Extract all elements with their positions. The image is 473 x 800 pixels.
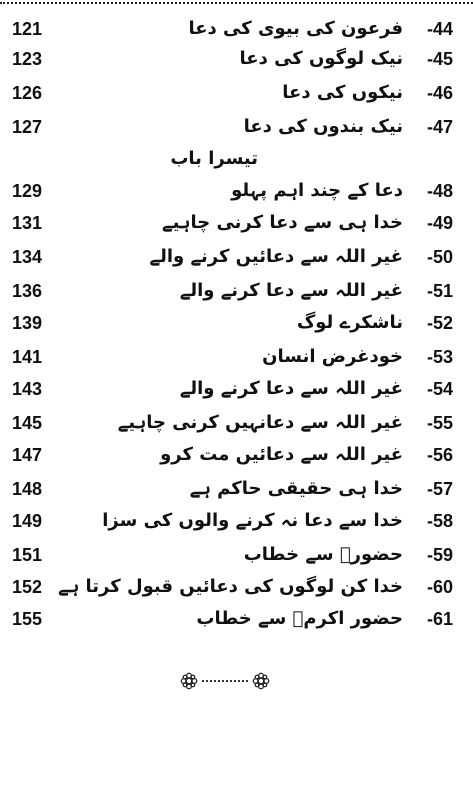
toc-entry-number: -59 bbox=[426, 545, 453, 565]
toc-title: خودغرض انسان bbox=[262, 346, 403, 367]
toc-row bbox=[0, 570, 473, 604]
toc-row bbox=[0, 206, 473, 240]
end-ornament bbox=[180, 670, 270, 692]
toc-page-number: 147 bbox=[12, 445, 43, 465]
toc-title: حضور اکرمؐ سے خطاب bbox=[196, 608, 403, 629]
toc-entry-number: -50 bbox=[426, 247, 453, 267]
toc-entry-number: -54 bbox=[426, 379, 453, 399]
toc-title: نیکوں کی دعا bbox=[282, 82, 403, 103]
toc-page-number: 149 bbox=[12, 511, 43, 531]
toc-entry-number: -52 bbox=[426, 313, 453, 333]
toc-row bbox=[0, 306, 473, 340]
toc-row bbox=[0, 538, 473, 572]
toc-entry-number: -47 bbox=[426, 117, 453, 137]
toc-title: ناشکرے لوگ bbox=[296, 312, 403, 333]
toc-title: نیک بندوں کی دعا bbox=[243, 116, 403, 137]
toc-row bbox=[0, 76, 473, 110]
toc-page-number: 152 bbox=[12, 577, 43, 597]
toc-entry-number: -57 bbox=[426, 479, 453, 499]
toc-row bbox=[0, 504, 473, 538]
toc-entry-number: -44 bbox=[426, 19, 453, 39]
toc-title: غیر اللہ سے دعائیں مت کرو bbox=[160, 444, 403, 465]
toc-entry-number: -58 bbox=[426, 511, 453, 531]
flower-ornament-icon bbox=[252, 672, 270, 690]
toc-row bbox=[0, 472, 473, 506]
toc-entry-number: -56 bbox=[426, 445, 453, 465]
toc-row bbox=[0, 340, 473, 374]
toc-title: خدا ہی سے دعا کرنی چاہیے bbox=[162, 212, 403, 233]
toc-page-number: 136 bbox=[12, 281, 43, 301]
toc-row bbox=[0, 110, 473, 144]
toc-entry-number: -49 bbox=[426, 213, 453, 233]
toc-page-number: 155 bbox=[12, 609, 43, 629]
toc-row bbox=[0, 602, 473, 636]
toc-title: غیر اللہ سے دعا کرنے والے bbox=[179, 378, 403, 399]
toc-page-number: 127 bbox=[12, 117, 43, 137]
ornament-dots bbox=[202, 680, 248, 682]
toc-title: غیر اللہ سے دعائیں کرنے والے bbox=[149, 246, 403, 267]
flower-ornament-icon bbox=[180, 672, 198, 690]
toc-page-number: 131 bbox=[12, 213, 43, 233]
toc-row bbox=[0, 438, 473, 472]
toc-row bbox=[0, 12, 473, 46]
toc-entry-number: -60 bbox=[426, 577, 453, 597]
toc-page-number: 123 bbox=[12, 49, 43, 69]
toc-page-number: 139 bbox=[12, 313, 43, 333]
toc-page-number: 143 bbox=[12, 379, 43, 399]
toc-row bbox=[0, 372, 473, 406]
toc-row bbox=[0, 42, 473, 76]
toc-title: غیر اللہ سے دعانہیں کرنی چاہیے bbox=[117, 412, 403, 433]
toc-row bbox=[0, 274, 473, 308]
toc-row bbox=[0, 240, 473, 274]
chapter-heading: تیسرا باب bbox=[170, 148, 258, 169]
toc-row bbox=[0, 174, 473, 208]
toc-entry-number: -48 bbox=[426, 181, 453, 201]
toc-entry-number: -51 bbox=[426, 281, 453, 301]
toc-page-number: 141 bbox=[12, 347, 43, 367]
toc-title: فرعون کی بیوی کی دعا bbox=[188, 18, 403, 39]
toc-title: حضورؐ سے خطاب bbox=[243, 544, 403, 565]
toc-page-number: 151 bbox=[12, 545, 43, 565]
toc-title: خدا سے دعا نہ کرنے والوں کی سزا bbox=[102, 510, 403, 531]
toc-page-number: 134 bbox=[12, 247, 43, 267]
toc-entry-number: -55 bbox=[426, 413, 453, 433]
toc-title: غیر اللہ سے دعا کرنے والے bbox=[179, 280, 403, 301]
toc-entry-number: -53 bbox=[426, 347, 453, 367]
toc-page-number: 129 bbox=[12, 181, 43, 201]
toc-page-number: 148 bbox=[12, 479, 43, 499]
toc-entry-number: -46 bbox=[426, 83, 453, 103]
toc-entry-number: -45 bbox=[426, 49, 453, 69]
toc-page-number: 121 bbox=[12, 19, 43, 39]
toc-page-number: 126 bbox=[12, 83, 43, 103]
toc-title: دعا کے چند اہم پہلو bbox=[231, 180, 403, 201]
toc-title: خدا کن لوگوں کی دعائیں قبول کرتا ہے bbox=[58, 576, 403, 597]
toc-page-number: 145 bbox=[12, 413, 43, 433]
toc-entry-number: -61 bbox=[426, 609, 453, 629]
toc-title: خدا ہی حقیقی حاکم ہے bbox=[189, 478, 403, 499]
toc-row bbox=[0, 406, 473, 440]
toc-title: نیک لوگوں کی دعا bbox=[239, 48, 403, 69]
